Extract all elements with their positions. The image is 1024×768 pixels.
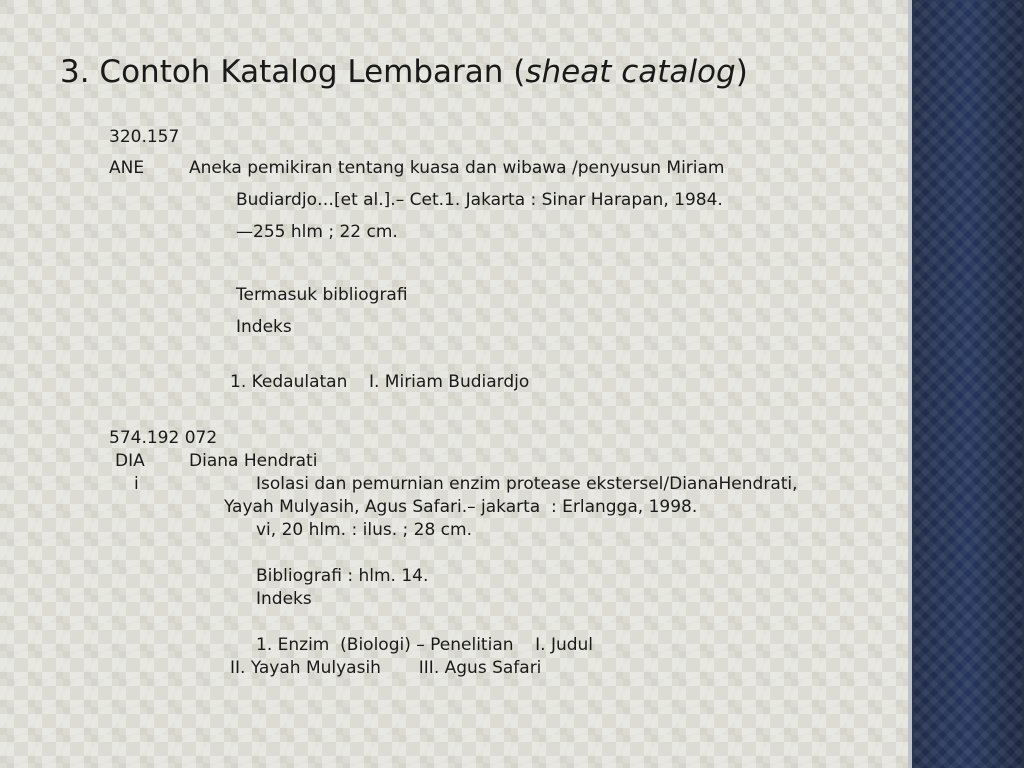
card1-call-number: 320.157 bbox=[109, 127, 180, 147]
card1-title-line1: Aneka pemikiran tentang kuasa dan wibawa /penyusun Miriam bbox=[189, 158, 725, 178]
card2-note-index: Indeks bbox=[256, 589, 312, 609]
slide-title-suffix: ) bbox=[735, 54, 748, 90]
card2-note-bibliography: Bibliografi : hlm. 14. bbox=[256, 566, 429, 586]
card2-tracing-1: 1. Enzim (Biologi) – Penelitian I. Judul bbox=[256, 635, 594, 655]
card2-main-entry: DIA bbox=[115, 451, 145, 471]
card1-main-entry: ANE bbox=[109, 158, 145, 178]
slide-title-italic: sheat catalog bbox=[525, 54, 736, 90]
card1-collation: —255 hlm ; 22 cm. bbox=[236, 222, 398, 242]
card1-note-index: Indeks bbox=[236, 317, 292, 337]
card2-collation: vi, 20 hlm. : ilus. ; 28 cm. bbox=[256, 520, 472, 540]
card2-title-line2: Yayah Mulyasih, Agus Safari.– jakarta : Erlangga, 1998. bbox=[224, 497, 698, 517]
card2-author: Diana Hendrati bbox=[189, 451, 318, 471]
slide-title-prefix: 3. Contoh Katalog Lembaran ( bbox=[60, 54, 526, 90]
slide-title bbox=[60, 52, 748, 92]
decorative-side-band bbox=[912, 0, 1024, 768]
card1-title-line2: Budiardjo…[et al.].– Cet.1. Jakarta : Sinar Harapan, 1984. bbox=[236, 190, 723, 210]
card2-tracing-2: II. Yayah Mulyasih III. Agus Safari bbox=[230, 658, 542, 678]
card2-call-number: 574.192 072 bbox=[109, 428, 218, 448]
card1-tracing: 1. Kedaulatan I. Miriam Budiardjo bbox=[230, 372, 530, 392]
card2-main-entry-suffix: i bbox=[134, 474, 139, 494]
card1-note-bibliography: Termasuk bibliografi bbox=[236, 285, 408, 305]
card2-title-line1: Isolasi dan pemurnian enzim protease ekstersel/DianaHendrati, bbox=[256, 474, 798, 494]
